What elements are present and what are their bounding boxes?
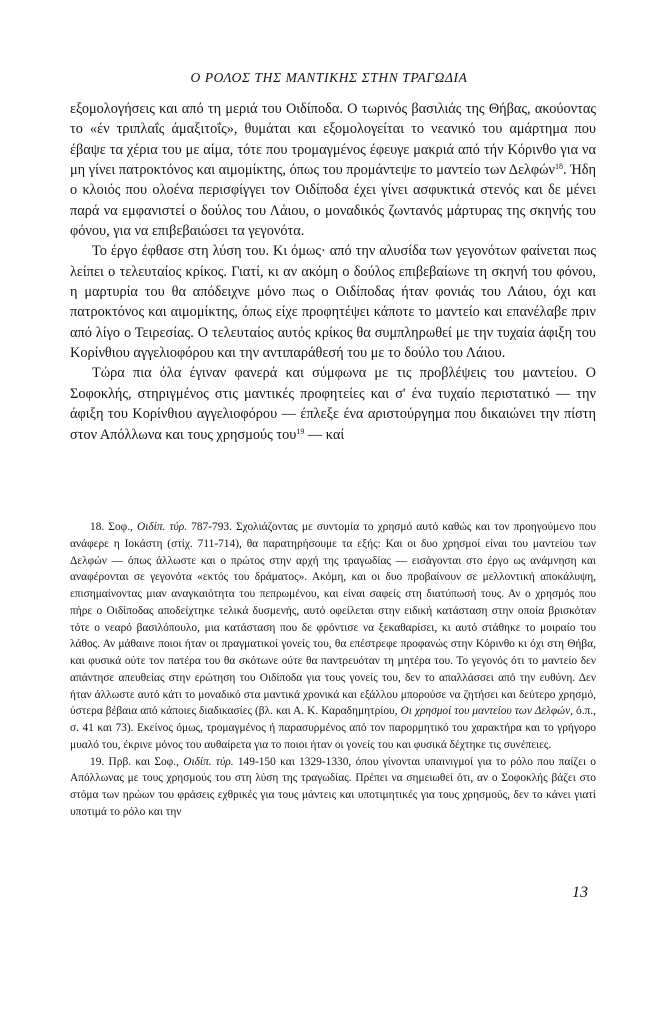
footnote-18-text-c: ό.π., σ. 41 και 73). Εκείνος όμως, τρομαγμένος ή παρασυρμένος από τον παρορμητικό του χαρακτήρα και το γρήγορο μυαλό του, έκρινε μόνος του αυθαίρετα για το ποιοι ήταν οι γονείς του και φυσικά δέχτηκε τις συνέπειες. <box>70 705 596 751</box>
footnote-19-work-title: Οιδίπ. τύρ. <box>183 755 234 768</box>
paragraph-1-text-a: εξομολογήσεις και από τη μεριά του Οιδίποδα. Ο τωρινός βασιλιάς της Θήβας, ακούοντας το «έν τριπλαΐς άμαξιτοΐς», θυμάται και εξομολογείται το νεανικό του αμάρτημα που έβαψε τα χέρια του με αίμα, τότε που τρομαγμένος έφευγε μακριά από τήν Κόρινθο για να μη γίνει πατροκτόνος και αιμομίκτης, όπως του προμάντεψε το μαντείο των Δελφών <box>70 101 596 179</box>
footnote-19 <box>70 754 596 821</box>
paragraph-1 <box>70 99 596 241</box>
footnote-ref-19: 19 <box>296 426 305 436</box>
footnote-ref-18: 18 <box>555 162 564 172</box>
paragraph-3-text-a: Τώρα πια όλα έγιναν φανερά και σύμφωνα με τις προβλέψεις του μαντείου. Ο Σοφοκλής, στηριγμένος στις μαντικές προφητείες και σ' ένα τυχαίο περιστατικό — την άφιξη του Κορίνθιου αγγελιοφόρου — έπλεξε ένα αριστούργημα που δικαιώνει την πίστη στον Απόλλωνα και τους χρησμούς του <box>70 365 596 443</box>
paragraph-2: Το έργο έφθασε στη λύση του. Κι όμως· από την αλυσίδα των γεγονότων φαίνεται πως λείπει ο τελευταίος κρίκος. Γιατί, κι αν ακόμη ο δούλος επιβεβαίωνε τη σκηνή του φόνου, η μαρτυρία του θα απόδειχνε μόνο πως ο Οιδίποδας ήταν φονιάς του Λάιου, όχι και πατροκτόνος και αιμομίκτης, όπως είχε προφητέψει κάποτε το μαντείο και επανέλαβε πριν από λίγο ο Τειρεσίας. Ο τελευταίος αυτός κρίκος θα συμπληρωθεί με την τυχαία άφιξη του Κορίνθιου αγγελιοφόρου και την αντιπαράθεσή του με το δούλο του Λάιου. <box>70 243 596 362</box>
footnote-18-text-b: 787-793. Σχολιάζοντας με συντομία το χρησμό αυτό καθώς και τον προηγούμενο που ανάφερε η Ιοκάστη (στίχ. 711-714), θα παρατηρήσουμε τα εξής: Και οι δυο χρησμοί είναι του μαντείου των Δελφών — όπως άλλωστε και ο πρώτος στην αρχή της τραγωδίας — εισάγονται στο έργο ως ανάμνηση και αναφέρονται σε γεγονότα «εκτός του δράματος». Ακόμη, και οι δυο προβαίνουν σε μελλοντική αποκάλυψη, επισημαίνοντας μιαν αναγκαιότητα του πεπρωμένου, και είναι σαφείς στη διατύπωσή τους. Αν ο χρησμός που πήρε ο Οιδίποδας αποδείχτηκε τελικά δυσμενής, αυτό οφείλεται στην ειδική κατάσταση στην οποία βρισκόταν τότε ο νεαρό βασιλόπουλο, μια κατάσταση που δε φρόντισε να ξεκαθαρίσει, κι αυτό στάθηκε το μοιραίο του λάθος. Αν μάθαινε ποιοι ήταν οι πραγματικοί γονείς του, θα επέστρεφε προφανώς στην Κόρινθο κι όχι στη Θήβα, και φυσικά ούτε τον πατέρα του θα σκότωνε ούτε θα παντρευόταν τη μητέρα του. Το γεγονός ότι το μαντείο δεν απάντησε απευθείας στην ερώτηση του Οιδίποδα για τους γονείς του, δεν το απαλλάσσει από την ευθύνη. Δεν ήταν άλλωστε αυτό κάτι το μοναδικό στα μαντικά χρονικά και εξάλλου μπορούσε να ζητήσει και δεύτερο χρησμό, ύστερα βέβαια από κάποιες διαδικασίες (βλ. και Α. Κ. Καραδημητρίου, <box>70 521 597 718</box>
footnote-19-text-b: 149-150 και 1329-1330, όπου γίνονται υπαινιγμοί για το ρόλο που παίζει ο Απόλλωνας με τους χρησμούς του στη λύση της τραγωδίας. Πρέπει να σημειωθεί ότι, αν ο Σοφοκλής βάζει στο στόμα των ηρώων του φράσεις εχθρικές για τους μάντεις και υποτιμητικές για τους χρησμούς, δεν το κάνει γιατί υποτιμά το ρόλο και την <box>70 755 597 818</box>
footnote-18-work-title: Οιδίπ. τύρ. <box>136 521 188 533</box>
paragraph-3-text-b: — καί <box>304 426 345 443</box>
main-text <box>70 99 596 445</box>
footnote-19-text-a: 19. Πρβ. και Σοφ., <box>90 755 184 768</box>
footnote-18-text-a: 18. Σοφ., <box>90 521 137 533</box>
footnote-18-cited-book: Οι χρησμοί του μαντείου των Δελφών, <box>400 705 573 718</box>
footnote-18 <box>70 519 596 754</box>
page-number: 13 <box>572 884 588 901</box>
paragraph-1-text-b: . Ήδη ο κλοιός που ολοένα περισφίγγει τον Οιδίποδα έχει γίνει ασφυκτικά στενός και δε μένει παρά να εμφανιστεί ο δούλος του Λάιου, ο μοναδικός ζωντανός μάρτυρας της σκηνής του φόνου, για να επιβεβαιώσει τα γεγονότα. <box>70 162 596 240</box>
footnotes <box>70 519 596 821</box>
running-head: Ο ΡΟΛΟΣ ΤΗΣ ΜΑΝΤΙΚΗΣ ΣΤΗΝ ΤΡΑΓΩΔΙΑ <box>190 70 468 85</box>
paragraph-3 <box>70 363 596 444</box>
